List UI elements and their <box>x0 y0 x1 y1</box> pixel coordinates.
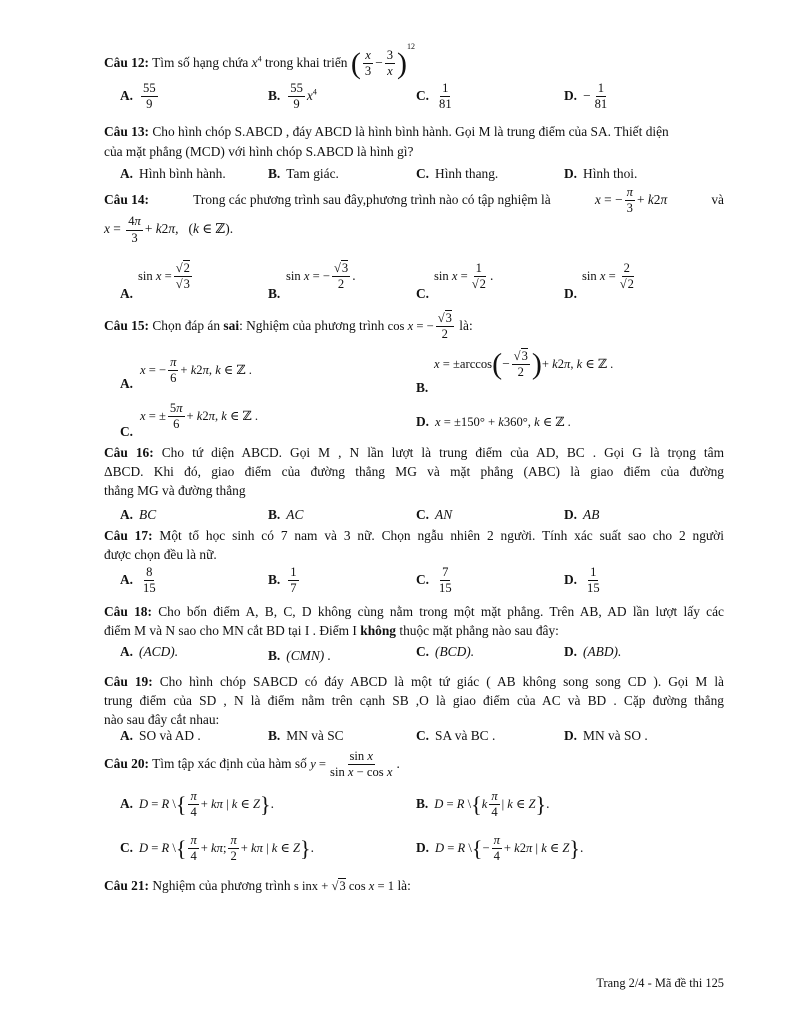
question-14: Câu 14: Trong các phương trình sau đây,phương trình nào có tập nghiệm là x = − $\frac{\pi}{3}$ + k2π và x = $\frac{4\pi}{3}$ + k2π, (k ∈ ℤ). <box>104 185 724 245</box>
option-b[interactable]: B. D = R \{k $\frac{\pi}{4}$ | k ∈ Z}. <box>416 789 550 820</box>
question-15-options-cd <box>120 402 724 442</box>
question-12: Câu 12: Tìm số hạng chứa $x^4$ trong khai triển ( $\frac{x}{3}$ − $\frac{3}{x}$ )$^{12}$ <box>104 42 416 80</box>
question-17-options <box>120 566 724 598</box>
question-18-options <box>120 644 724 670</box>
option-a[interactable]: A. D = R \{ $\frac{\pi}{4}$ + kπ | k ∈ Z}. <box>120 789 274 820</box>
option-d[interactable]: D. (ABD). <box>564 644 622 659</box>
option-b[interactable]: B. MN và SC <box>268 728 344 743</box>
option-c[interactable]: C. SA và BC . <box>416 728 496 743</box>
question-19: Câu 19: Cho hình chóp SABCD có đáy ABCD là một tứ giác ( AB không song song CD ). Gọi M là trung điểm của SD , N là điểm nằm trên cạnh SB ,O là giao điểm của AC và BD . Cặp đường thẳng nào sau đây cắt nhau: <box>104 674 724 727</box>
option-d[interactable]: D. $\frac{1}{15}$ <box>564 565 600 596</box>
option-a[interactable]: A. $\frac{8}{15}$ <box>120 565 156 596</box>
option-b[interactable]: x = ±arccos(− $\frac{√3}{2}$ )+ k2π, k ∈ ℤ . <box>434 347 614 381</box>
option-d[interactable]: D. AB <box>564 507 600 522</box>
option-d-label[interactable]: D. <box>564 286 578 301</box>
option-b-label[interactable]: B. <box>268 286 281 301</box>
option-c[interactable]: x = ± $\frac{5\pi}{6}$ + k2π, k ∈ ℤ . <box>140 401 258 432</box>
option-b[interactable]: B. $\frac{1}{7}$ <box>268 565 297 596</box>
option-b[interactable]: B. AC <box>268 507 304 522</box>
option-a[interactable]: A. (ACD). <box>120 644 179 659</box>
option-a[interactable]: sin x = $\frac{√2}{√3}$ <box>138 261 190 292</box>
option-c[interactable]: C. (BCD). <box>416 644 475 659</box>
question-16: Câu 16: Cho tứ diện ABCD. Gọi M , N lần lượt là trung điểm của AD, BC . Gọi G là trọng tâm ΔBCD. Khi đó, giao điểm của đường thẳng MG và mặt phẳng (ABC) là giao điểm của đường thẳng MG và đường thẳng <box>104 445 724 498</box>
question-20-options-ab <box>120 790 724 824</box>
question-20: Câu 20: Tìm tập xác định của hàm số y = $\frac{\text{sin x}}{\text{sin x − cos x}}$ . <box>104 749 400 780</box>
question-18: Câu 18: Cho bốn điểm A, B, C, D không cùng nằm trong một mặt phẳng. Trên AB, AD lần lượt lấy các điểm M và N sao cho MN cắt BD tại I . Điểm I không thuộc mặt phẳng nào sau đây: <box>104 604 724 638</box>
question-13: Câu 13: Cho hình chóp S.ABCD , đáy ABCD là hình bình hành. Gọi M là trung điểm của SA. Thiết diện của mặt phẳng (MCD) với hình chóp S.ABCD là hình gì? <box>104 124 669 159</box>
option-a-label[interactable]: A. <box>120 376 134 391</box>
question-20-options-cd <box>120 834 724 868</box>
question-17: Câu 17: Một tổ học sinh có 7 nam và 3 nữ. Chọn ngẫu nhiên 2 người. Tính xác suất sao cho 2 người được chọn đều là nữ. <box>104 528 724 562</box>
option-b[interactable]: B. Tam giác. <box>268 166 339 181</box>
question-15: Câu 15: Chọn đáp án sai: Nghiệm của phương trình cos x = − $\frac{√3}{2}$ là: <box>104 311 473 342</box>
question-21: Câu 21: Nghiệm của phương trình s inx + √3 cos x = 1 là: <box>104 878 411 893</box>
option-c[interactable]: sin x = $\frac{1}{√2}$ . <box>434 261 494 292</box>
option-a[interactable]: A. BC <box>120 507 157 522</box>
option-c[interactable]: C. Hình thang. <box>416 166 499 181</box>
option-d[interactable]: sin x = $\frac{2}{√2}$ <box>582 261 634 292</box>
option-d[interactable]: D. MN và SO . <box>564 728 648 743</box>
option-c[interactable]: C. $\frac{1}{81}$ <box>416 81 452 112</box>
option-b[interactable]: B. (CMN) . <box>268 648 331 663</box>
question-12-options <box>120 81 724 112</box>
option-d[interactable]: D. Hình thoi. <box>564 166 638 181</box>
question-15-options-ab <box>120 347 724 396</box>
option-c[interactable]: C. $\frac{7}{15}$ <box>416 565 452 596</box>
option-c[interactable]: C. D = R \{ $\frac{\pi}{4}$ + kπ; $\frac{\pi}{2}$ + kπ | k ∈ Z}. <box>120 833 314 864</box>
option-a[interactable]: A. $\frac{55}{9}$ <box>120 81 156 112</box>
option-c-label[interactable]: C. <box>120 424 134 439</box>
option-d[interactable]: D. D = R \{− $\frac{\pi}{4}$ + k2π | k ∈ Z}. <box>416 833 584 864</box>
page-footer: Trang 2/4 - Mã đề thi 125 <box>596 976 724 990</box>
option-a[interactable]: A. Hình bình hành. <box>120 166 226 181</box>
option-b-label[interactable]: B. <box>416 380 429 395</box>
question-14-options <box>120 262 724 302</box>
option-d[interactable]: D. x = ±150° + k360°, k ∈ ℤ . <box>416 414 571 429</box>
option-b[interactable]: sin x = − $\frac{√3}{2}$ . <box>286 261 356 292</box>
option-b[interactable]: B. $\frac{55}{9}$ $x^4$ <box>268 81 317 112</box>
option-c[interactable]: C. AN <box>416 507 453 522</box>
option-d[interactable]: D. − $\frac{1}{81}$ <box>564 81 608 112</box>
option-c-label[interactable]: C. <box>416 286 430 301</box>
question-label: Câu 12: <box>104 55 150 70</box>
option-a[interactable]: x = − $\frac{\pi}{6}$ + k2π, k ∈ ℤ . <box>140 355 252 386</box>
option-a[interactable]: A. SO và AD . <box>120 728 201 743</box>
option-a-label[interactable]: A. <box>120 286 134 301</box>
